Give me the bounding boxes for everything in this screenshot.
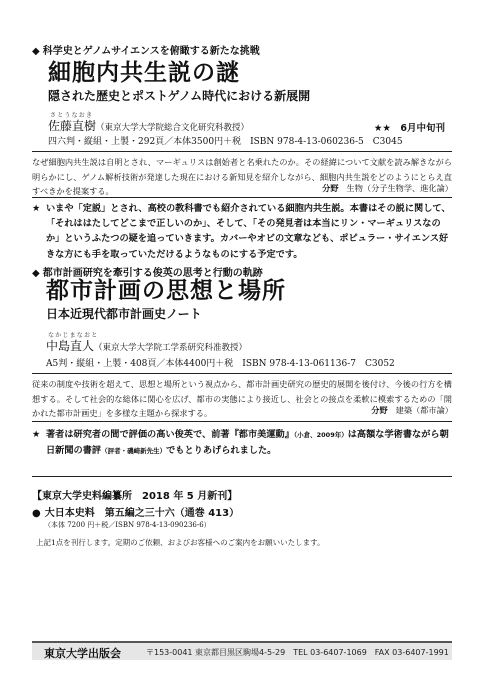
book2-note-divider [32, 421, 452, 422]
book2-author-name: 中島直人 [46, 339, 95, 353]
book2-author-ruby: なかじまなおと [48, 332, 99, 339]
book2-note [32, 427, 452, 459]
book2-lead-text: 都市計画研究を牽引する俊英の思考と行動の軌跡 [42, 268, 263, 279]
book1-lead-text: 科学史とゲノムサイエンスを俯瞰する新たな挑戦 [42, 46, 260, 57]
book1-author-affiliation: （東京大学大学院総合文化研究科教授） [96, 123, 250, 133]
book2-specs: A5判・縦組・上製・408頁／本体4400円＋税 ISBN 978-4-13-061136-7 C3052 [46, 359, 395, 369]
book2-field-label: 分野 [371, 405, 388, 415]
book1-note [32, 201, 452, 262]
book1-author [48, 117, 249, 134]
diamond-icon: ◆ [32, 268, 40, 279]
book1-field-value: 生物（分子生物学、進化論） [346, 183, 453, 193]
book1-description: なぜ細胞内共生説は自明とされ、マーギュリスは創始者と名乗れたのか。その経緯について文献を読み解きながら明らかにし、ゲノム解析技術が発達した現在における新知見を紹介しながら、細胞内共生説をどのようにとらえ直すべきかを提案する。 [32, 157, 452, 197]
book2-divider [32, 373, 452, 374]
book2-note-text: 著者は研究者の間で評価の高い俊英で、前著『都市美運動』（小倉、2009年）は高額な学術書ながら朝日新聞の書評（評者・磯崎新先生）でもとりあげられました。 [46, 429, 449, 457]
book2-description: 従来の制度や技術を超えて、思想と場所という視点から、都市計画史研究の歴史的展開を後付け、今後の行方を構想する。そして社会的な総体に関心を広げ、都市の実態により接近し、社会との接点を柔軟に模索するための「開かれた都市計画史」を多様な主題から探求する。 [32, 379, 452, 419]
book1-lead [32, 42, 260, 57]
book2-title: 都市計画の思想と場所 [46, 278, 286, 304]
book1-note-divider [32, 197, 452, 198]
book2-subtitle: 日本近現代都市計画史ノート [46, 307, 202, 321]
star-icon: ★ [32, 203, 41, 214]
book2-field-value: 建築（都市論） [395, 405, 453, 415]
book2-author-affiliation: （東京大学大学院工学系研究科准教授） [94, 343, 248, 353]
series-item-title: 大日本史料 第五編之三十六（通巻 413） [44, 508, 240, 519]
book2-lead [32, 264, 263, 279]
book1-field [322, 183, 453, 194]
bullet-icon: ● [32, 508, 41, 519]
book1-note-text: いまや「定説」とされ、高校の教科書でも紹介されている細胞内共生説。本書はその説に関して、「それははたしてどこまで正しいのか」、そして、「その発見者は本当にリン・マーギュリスなのか」というふたつの疑を追っていきます。カバーやオビの文章なども、ポピュラー・サイエンス好きな方にも手を取っていただけるようなものにする予定です。 [46, 203, 451, 260]
series-notice: 上記1点を刊行します。定期のご依頼、およびお客様へのご案内をお願いいたします。 [36, 538, 325, 547]
series-item-specs: （本体 7200 円＋税／ISBN 978-4-13-090236-6） [44, 521, 211, 529]
book1-rating: ★★ 6月中旬刊 [373, 123, 445, 134]
publisher-name: 東京大学出版会 [44, 647, 121, 660]
star-icon: ★ [32, 429, 41, 440]
book1-field-label: 分野 [322, 183, 339, 193]
book2-author [46, 337, 247, 354]
diamond-icon: ◆ [32, 46, 40, 57]
publisher-address: 〒153-0041 東京都目黒区駒場4-5-29 TEL 03-6407-1069 FAX 03-6407-1991 [146, 648, 449, 657]
book1-author-name: 佐藤直樹 [48, 119, 97, 133]
book1-title: 細胞内共生説の謎 [48, 60, 240, 86]
book1-divider [32, 151, 452, 152]
publisher-footer [32, 641, 452, 660]
series-item [32, 504, 239, 519]
series-divider [32, 476, 452, 477]
book1-subtitle: 隠された歴史とポストゲノム時代における新展開 [48, 89, 311, 103]
book2-field [371, 405, 453, 416]
book1-specs: 四六判・縦組・上製・292頁／本体3500円＋税 ISBN 978-4-13-060236-5 C3045 [48, 137, 403, 147]
series-heading: 【東京大学史料編纂所 2018 年 5 月新刊】 [32, 491, 238, 502]
book1-author-ruby: さとうなおき [50, 112, 94, 119]
